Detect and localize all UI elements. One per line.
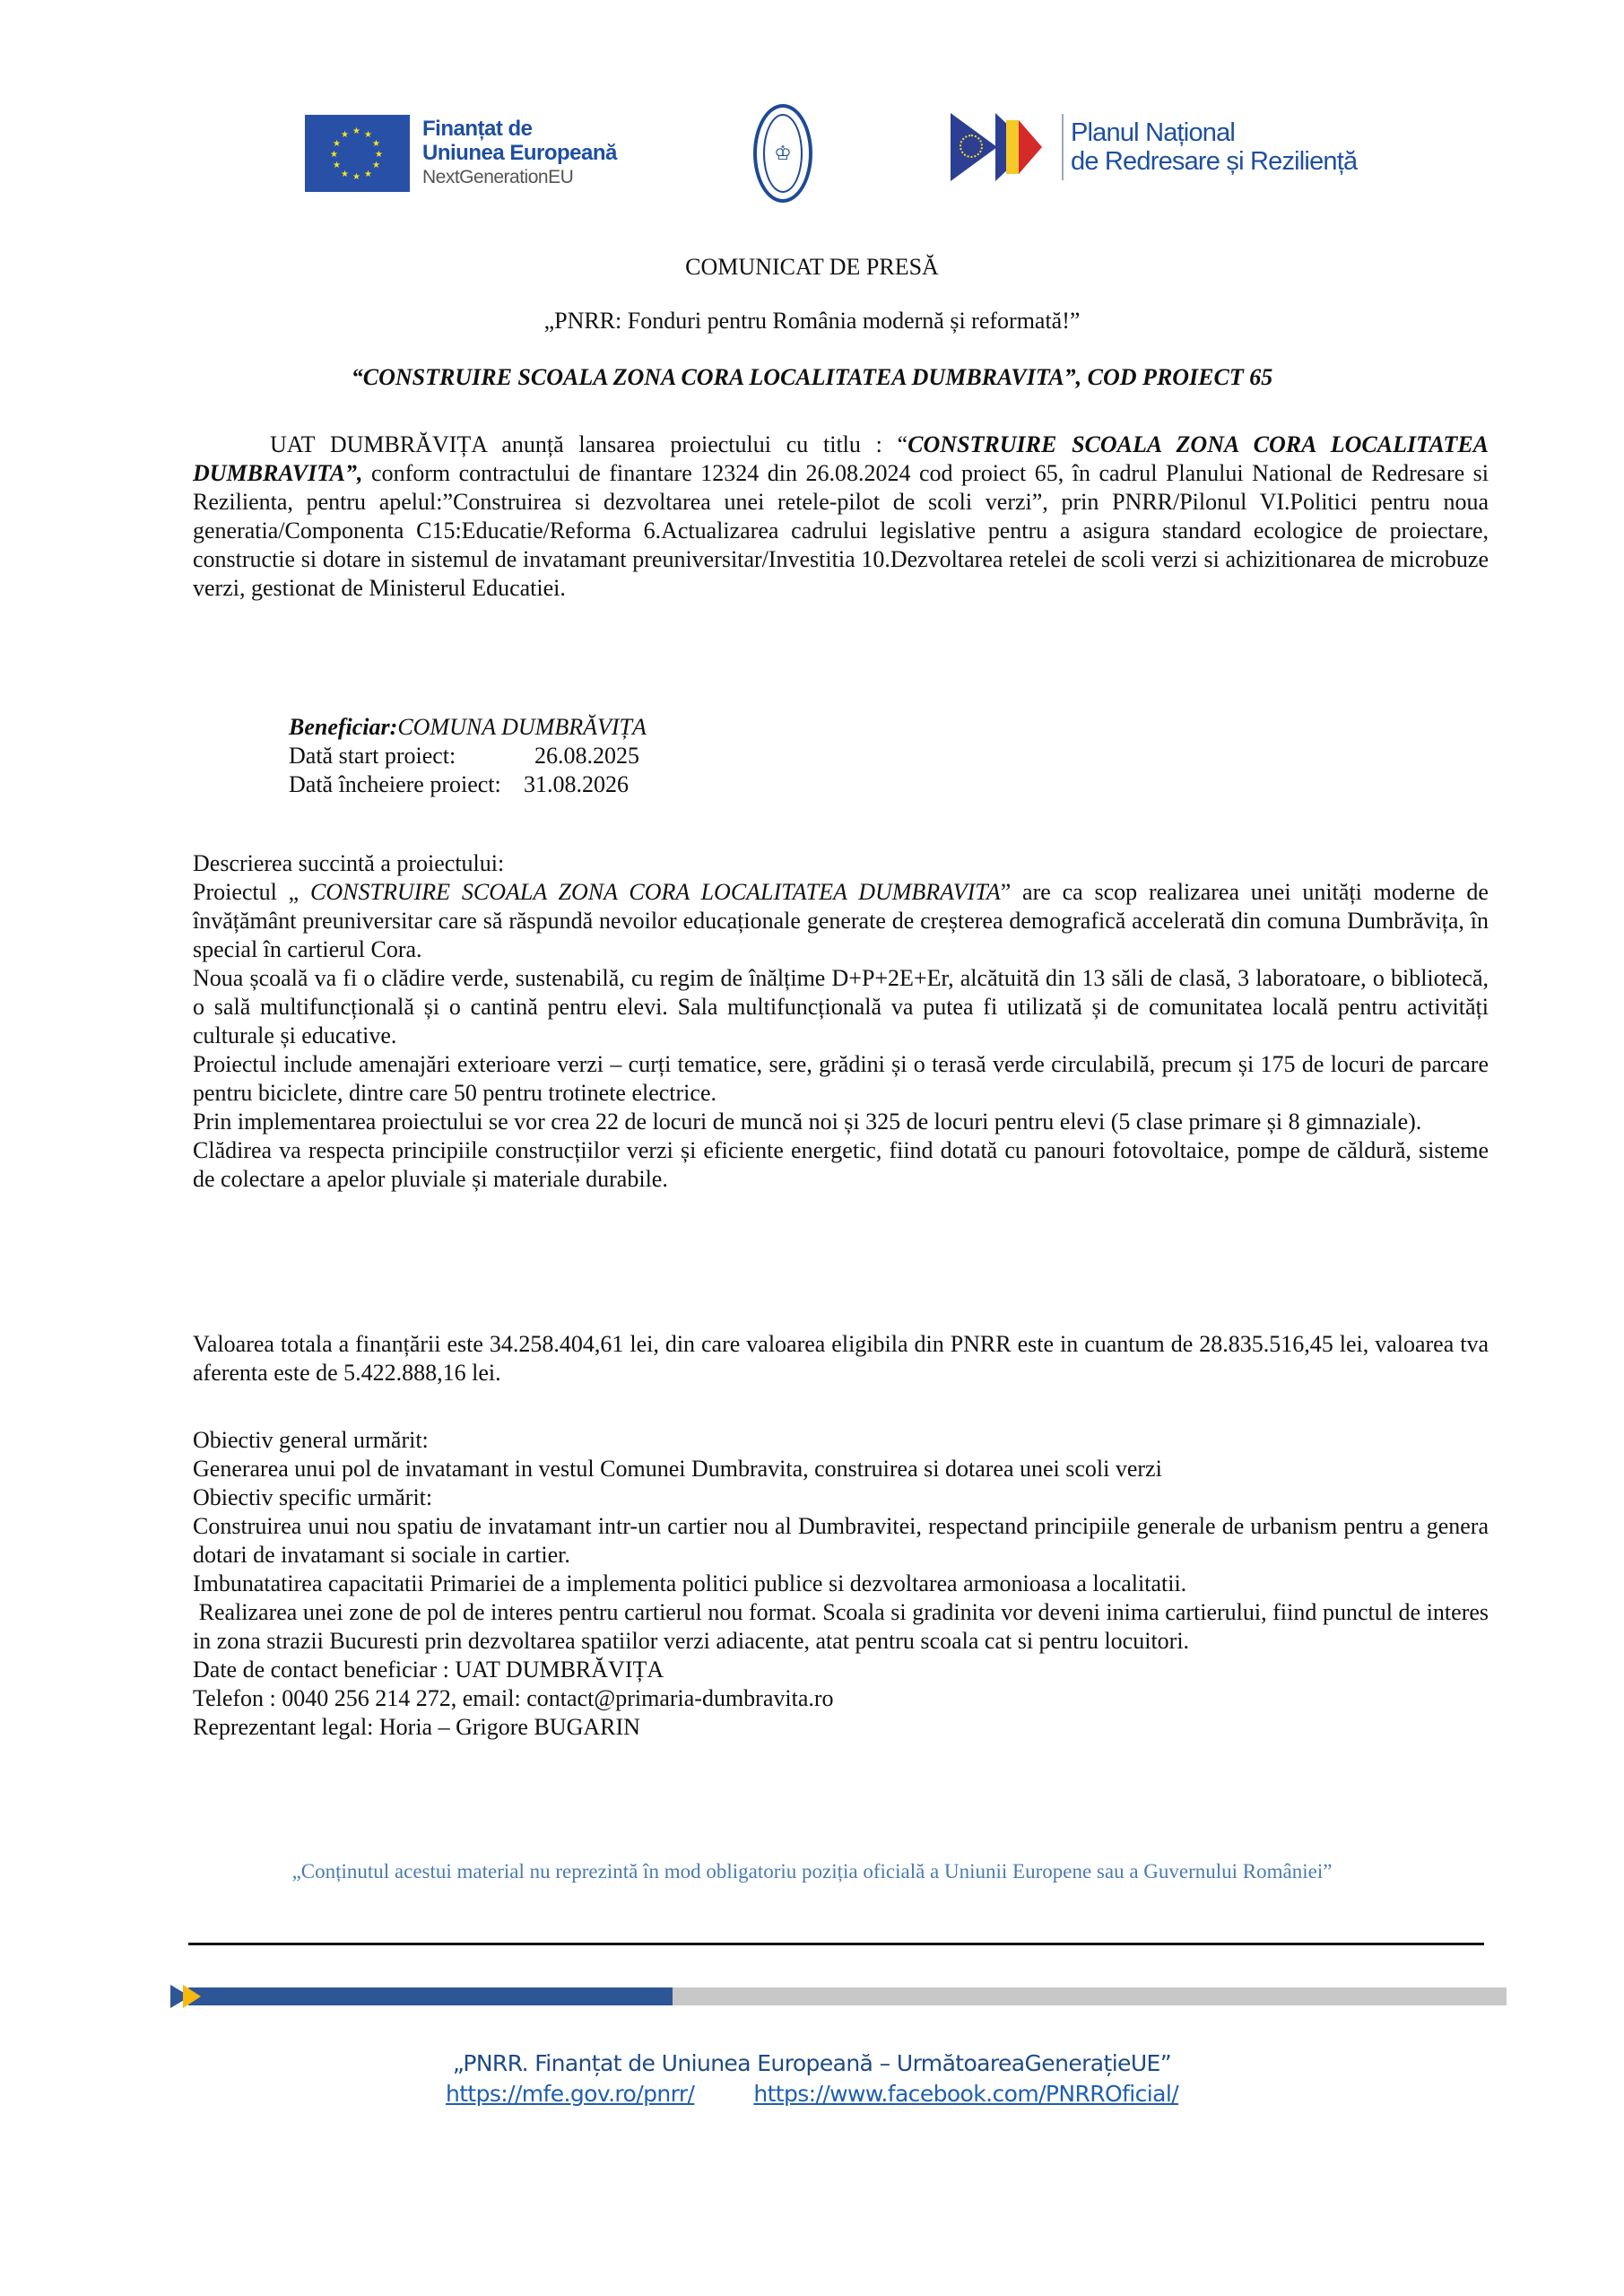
end-date-value: 31.08.2026	[524, 771, 629, 797]
pnrr-logo-line1: Planul Național	[1071, 118, 1236, 147]
specific-objective-2: Imbunatatirea capacitatii Primariei de a implementa politici publice si dezvoltarea armonioasa a localitatii.	[193, 1570, 1187, 1596]
specific-objective-heading: Obiectiv specific urmărit:	[193, 1484, 433, 1510]
contact-line-2: Telefon : 0040 256 214 272, email: contact@primaria-dumbravita.ro	[193, 1685, 834, 1711]
intro-part1: UAT DUMBRĂVIȚA anunță lansarea proiectului cu titlu : “	[270, 431, 908, 457]
financing-paragraph: Valoarea totala a finanțării este 34.258.404,61 lei, din care valoarea eligibila din PNRR este in cuantum de 28.835.516,45 lei, valoarea tva aferenta este de 5.422.888,16 lei.	[193, 1331, 1489, 1386]
mfe-pnrr-link[interactable]: https://mfe.gov.ro/pnrr/	[445, 2081, 695, 2107]
footer-divider	[188, 1943, 1484, 1945]
footer-arrow-yellow-icon	[183, 1985, 201, 2008]
pnrr-logo	[951, 111, 1357, 183]
facebook-pnrr-link[interactable]: https://www.facebook.com/PNRROficial/	[753, 2081, 1179, 2107]
contact-line-1: Date de contact beneficiar : UAT DUMBRĂVIȚA	[193, 1657, 664, 1683]
start-date-label: Dată start proiect:	[289, 743, 456, 769]
eu-funding-logo	[305, 115, 617, 192]
end-date-label: Dată încheiere proiect:	[289, 771, 501, 797]
footer-bar-blue	[188, 1987, 690, 2005]
description-p1-suffix: ” are ca scop realizarea unei unități moderne de învățământ preuniversitar care să răspundă nevoilor educaționale generate de creșterea demografică accelerată din comuna Dumbrăvița, în special în cartierul Cora.	[193, 879, 1489, 962]
document-title: COMUNICAT DE PRESĂ	[685, 254, 939, 280]
eu-flag-icon: ★ ★ ★ ★ ★ ★ ★ ★ ★ ★ ★ ★	[305, 115, 410, 192]
objectives-section	[193, 1426, 1495, 1742]
description-paragraph-2: Noua școală va fi o clădire verde, sustenabilă, cu regim de înălțime D+P+2E+Er, alcătuită din 13 săli de clasă, 3 laboratoare, o bibliotecă, o sală multifuncțională și o cantină pentru elevi. Sala multifuncțională va putea fi utilizată și de comunitatea locală pentru activități culturale și educative.	[193, 965, 1489, 1048]
eu-logo-line1: Finanțat de	[422, 117, 533, 141]
general-objective-text: Generarea unui pol de invatamant in vestul Comunei Dumbravita, construirea si dotarea unei scoli verzi	[193, 1456, 1162, 1482]
footer-bar-grey	[673, 1987, 1507, 2005]
pnrr-arrows-icon	[951, 111, 1058, 183]
description-p1-title: CONSTRUIRE SCOALA ZONA CORA LOCALITATEA DUMBRAVITA	[310, 879, 1001, 905]
contact-line-3: Reprezentant legal: Horia – Grigore BUGARIN	[193, 1714, 640, 1740]
description-p1-prefix: Proiectul „	[193, 879, 311, 905]
specific-objective-1: Construirea unui nou spatiu de invatamant intr-un cartier nou al Dumbravitei, respectand principiile generale de urbanism pentru a genera dotari de invatamant si sociale in cartier.	[193, 1513, 1489, 1568]
footer-progress-bar	[170, 1987, 1515, 2005]
slogan-title: „PNRR: Fonduri pentru România modernă și reformată!”	[543, 308, 1081, 334]
specific-objective-3: Realizarea unei zone de pol de interes pentru cartierul nou format. Scoala si gradinita vor deveni inima cartierului, fiind punctul de interes in zona strazii Bucuresti prin dezvoltarea spatiilor verzi adiacente, atat pentru scoala cat si pentru locuitori.	[193, 1599, 1495, 1654]
description-section	[193, 849, 1489, 1194]
description-paragraph-1	[193, 878, 1489, 964]
footer-links	[0, 2081, 1624, 2107]
description-paragraph-3: Proiectul include amenajări exterioare verzi – curți tematice, sere, grădini și o terasă verde circulabilă, precum și 175 de locuri de parcare pentru biciclete, dintre care 50 pentru trotinete electrice.	[193, 1051, 1489, 1106]
intro-project-title: CONSTRUIRE SCOALA ZONA CORA LOCALITATEA DUMBRAVITA”,	[193, 431, 1489, 486]
description-heading: Descrierea succintă a proiectului:	[193, 850, 505, 876]
eu-logo-line3: NextGenerationEU	[422, 167, 574, 187]
general-objective-heading: Obiectiv general urmărit:	[193, 1427, 429, 1453]
beneficiary-block	[289, 713, 647, 799]
footer-slogan: „PNRR. Finanțat de Uniunea Europeană – UrmătoareaGenerațieUE”	[452, 2050, 1172, 2076]
intro-part2: conform contractului de finantare 12324 din 26.08.2024 cod proiect 65, în cadrul Planului National de Redresare si Rezilienta, pentru apelul:”Construirea si dezvoltarea unei retele-pilot de scoli verzi”, prin PNRR/Pilonul VI.Politici pentru noua generatia/Componenta C15:Educatie/Reforma 6.Actualizarea cadrului legislative pentru a asigura standard ecologice de proiectare, constructie si dotare in sistemul de invatamant preuniversitar/Investitia 10.Dezvoltarea retelei de scoli verzi si achizitionarea de microbuze verzi, gestionat de Ministerul Educatiei.	[193, 460, 1489, 601]
eu-disclaimer: „Conținutul acestui material nu reprezintă în mod obligatoriu poziția oficială a Uniunii Europene sau a Guvernului României”	[291, 1860, 1333, 1883]
project-title: “CONSTRUIRE SCOALA ZONA CORA LOCALITATEA DUMBRAVITA”, COD PROIECT 65	[351, 364, 1273, 390]
logo-divider	[1062, 114, 1064, 180]
header-logos	[0, 99, 1624, 215]
romanian-government-seal-icon	[753, 104, 812, 203]
start-date-value: 26.08.2025	[534, 743, 639, 769]
description-paragraph-5: Clădirea va respecta principiile construcțiilor verzi și eficiente energetic, fiind dotată cu panouri fotovoltaice, pompe de căldură, sisteme de colectare a apelor pluviale și materiale durabile.	[193, 1137, 1489, 1192]
beneficiary-value: COMUNA DUMBRĂVIȚA	[397, 714, 647, 740]
description-paragraph-4: Prin implementarea proiectului se vor crea 22 de locuri de muncă noi și 325 de locuri pentru elevi (5 clase primare și 8 gimnaziale).	[193, 1109, 1422, 1135]
intro-paragraph	[193, 430, 1489, 603]
eu-logo-line2: Uniunea Europeană	[422, 141, 617, 165]
pnrr-logo-line2: de Redresare și Reziliență	[1071, 147, 1358, 176]
eagle-crest-icon: ♔	[763, 114, 803, 193]
beneficiary-label: Beneficiar:	[289, 714, 398, 740]
